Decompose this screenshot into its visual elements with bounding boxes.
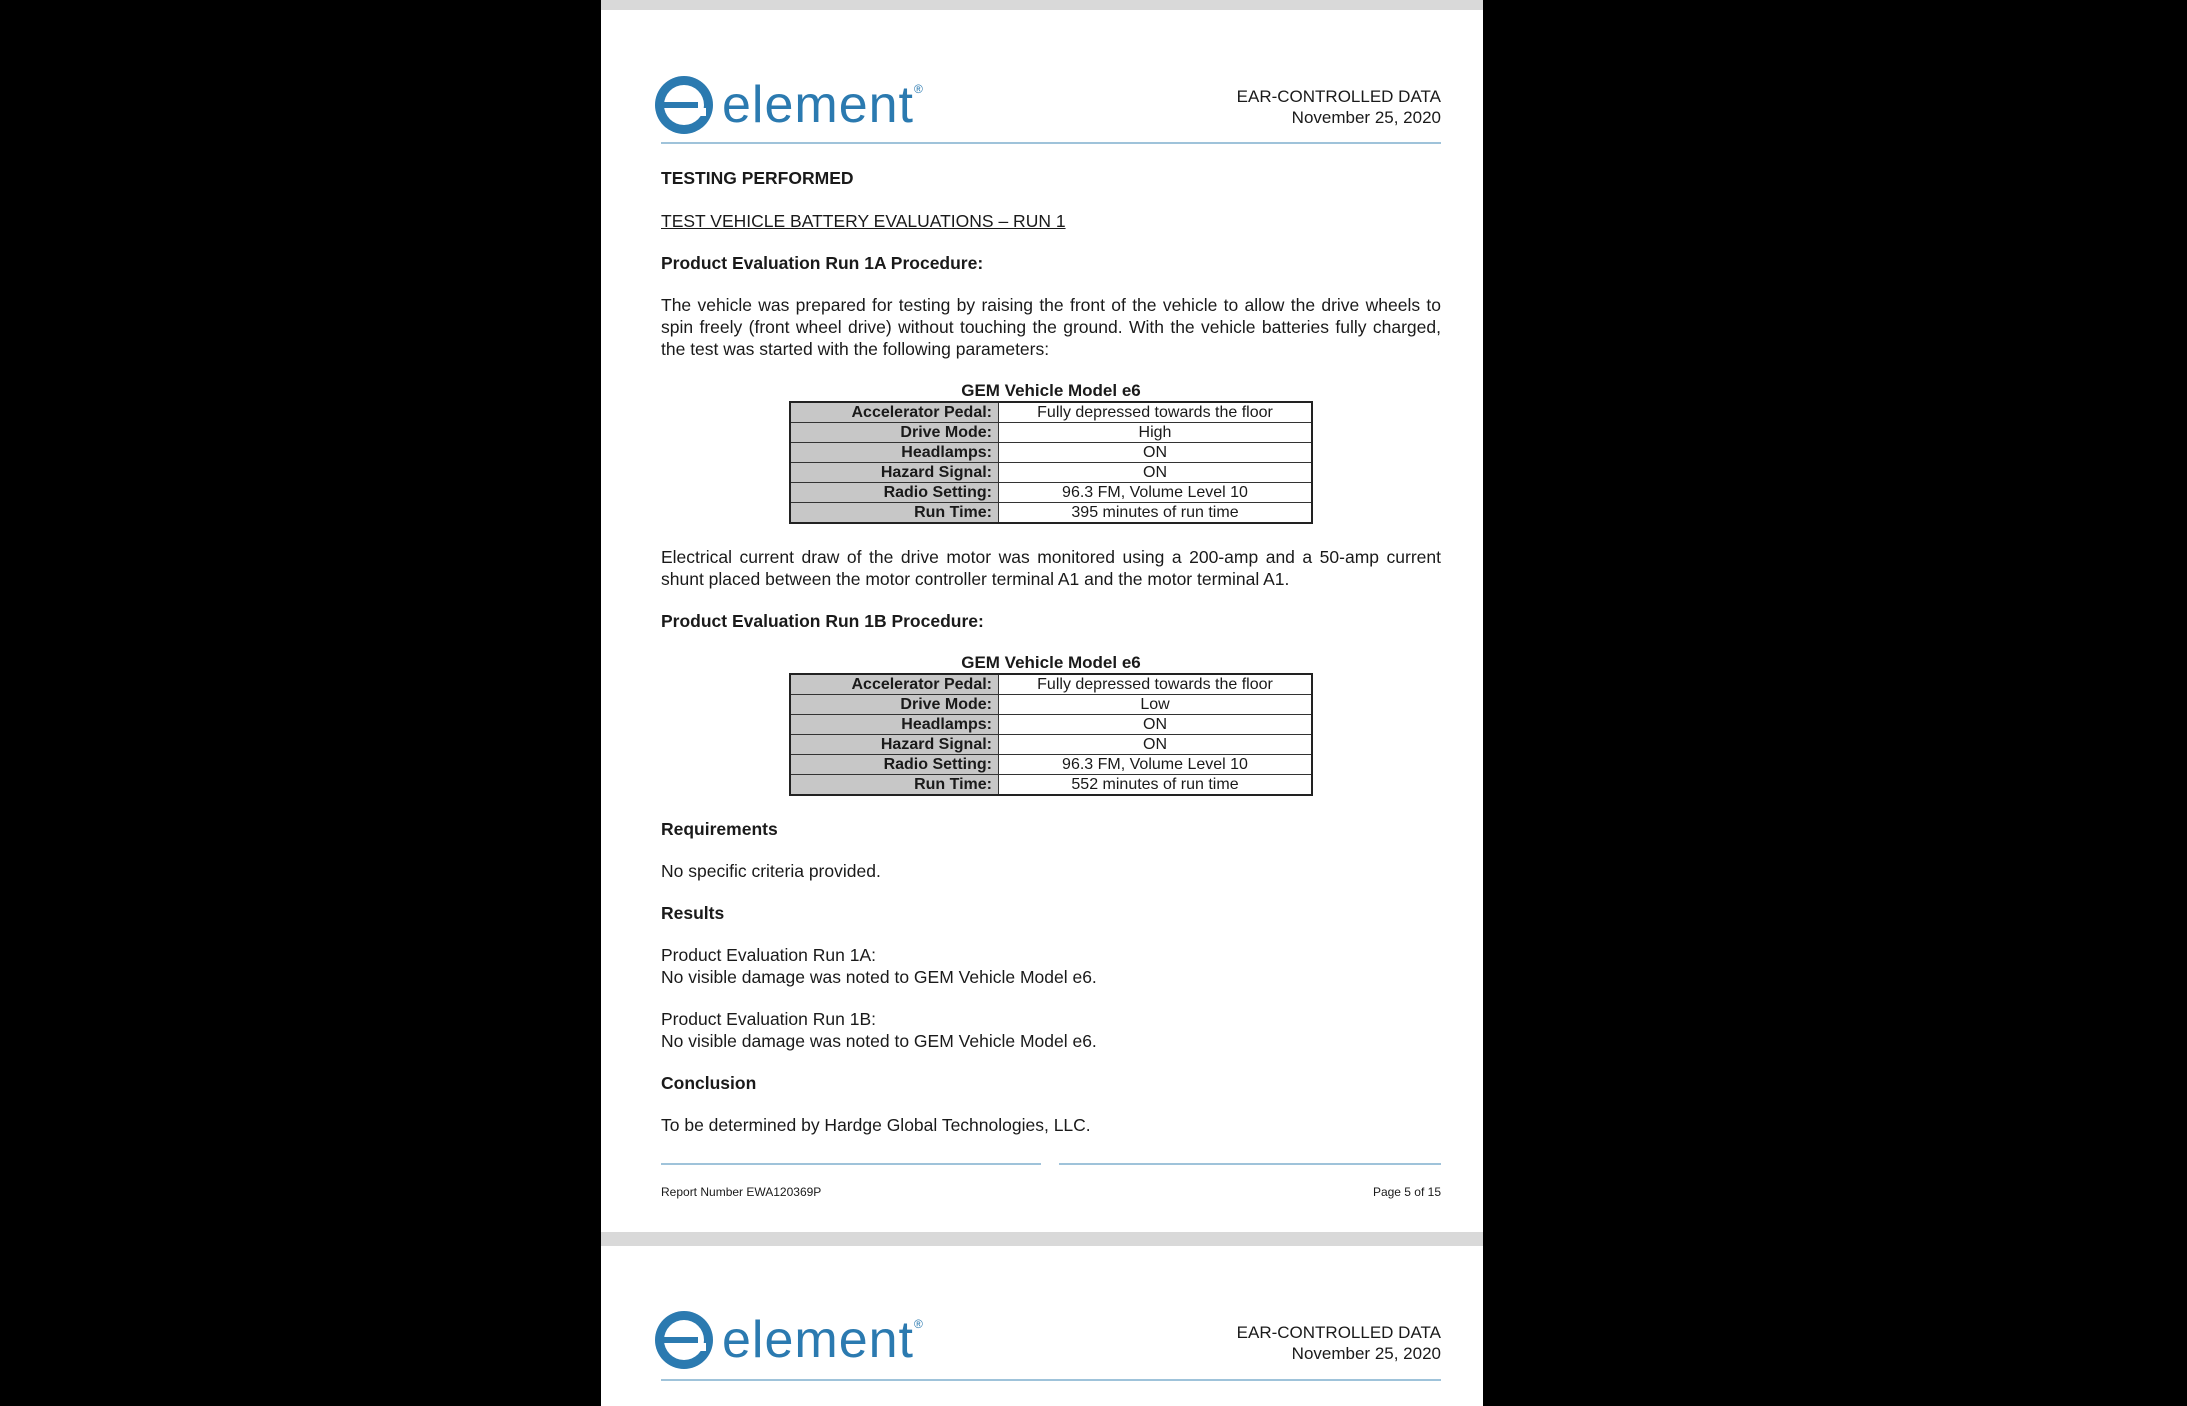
table-row bbox=[790, 443, 1312, 463]
report-date: November 25, 2020 bbox=[1291, 108, 1441, 127]
footer-divider-left bbox=[661, 1163, 1041, 1165]
param-label: Accelerator Pedal: bbox=[790, 402, 999, 423]
logo-wordmark: element® bbox=[722, 1311, 924, 1369]
param-value: 96.3 FM, Volume Level 10 bbox=[999, 755, 1313, 775]
logo-wordmark: element® bbox=[722, 76, 924, 134]
header-divider bbox=[661, 1379, 1441, 1381]
table-row bbox=[790, 463, 1312, 483]
requirements-heading: Requirements bbox=[661, 819, 778, 839]
param-label: Headlamps: bbox=[790, 715, 999, 735]
run1a-table-title: GEM Vehicle Model e6 bbox=[961, 381, 1141, 400]
run1b-heading: Product Evaluation Run 1B Procedure: bbox=[661, 611, 984, 631]
report-date: November 25, 2020 bbox=[1291, 1344, 1441, 1363]
conclusion-text: To be determined by Hardge Global Technologies, LLC. bbox=[661, 1115, 1091, 1135]
param-value: High bbox=[999, 423, 1313, 443]
footer-divider-right bbox=[1059, 1163, 1441, 1165]
param-value: Low bbox=[999, 695, 1313, 715]
param-value: ON bbox=[999, 715, 1313, 735]
param-value: 552 minutes of run time bbox=[999, 775, 1313, 796]
company-logo bbox=[654, 1310, 924, 1370]
subsection-title: TEST VEHICLE BATTERY EVALUATIONS – RUN 1 bbox=[661, 211, 1066, 231]
table-row bbox=[790, 715, 1312, 735]
element-e-icon bbox=[654, 75, 714, 135]
table-row bbox=[790, 775, 1312, 796]
table-row bbox=[790, 483, 1312, 503]
requirements-text: No specific criteria provided. bbox=[661, 861, 881, 881]
param-label: Accelerator Pedal: bbox=[790, 674, 999, 695]
classification-label: EAR-CONTROLLED DATA bbox=[1236, 87, 1441, 106]
company-logo bbox=[654, 75, 924, 135]
param-value: 395 minutes of run time bbox=[999, 503, 1313, 524]
param-label: Hazard Signal: bbox=[790, 735, 999, 755]
classification-label: EAR-CONTROLLED DATA bbox=[1236, 1323, 1441, 1342]
param-value: 96.3 FM, Volume Level 10 bbox=[999, 483, 1313, 503]
table-row bbox=[790, 755, 1312, 775]
page-number: Page 5 of 15 bbox=[1372, 1185, 1441, 1199]
param-value: Fully depressed towards the floor bbox=[999, 674, 1313, 695]
table-row bbox=[790, 402, 1312, 423]
table-row bbox=[790, 695, 1312, 715]
document-page bbox=[601, 10, 1483, 1232]
table-row bbox=[790, 674, 1312, 695]
document-viewer[interactable] bbox=[601, 0, 1483, 1393]
param-value: ON bbox=[999, 463, 1313, 483]
param-label: Headlamps: bbox=[790, 443, 999, 463]
param-label: Run Time: bbox=[790, 503, 999, 524]
current-draw-paragraph: Electrical current draw of the drive motor was monitored using a 200-amp and a 50-amp current shunt placed between the motor controller terminal A1 and the motor terminal A1. bbox=[661, 547, 1441, 589]
section-title: TESTING PERFORMED bbox=[661, 168, 854, 188]
page-body bbox=[661, 167, 1441, 1136]
run1b-table-title: GEM Vehicle Model e6 bbox=[961, 653, 1141, 672]
page-header-meta bbox=[1237, 1322, 1441, 1364]
param-value: ON bbox=[999, 443, 1313, 463]
param-value: ON bbox=[999, 735, 1313, 755]
conclusion-heading: Conclusion bbox=[661, 1073, 757, 1093]
result-1a-text: No visible damage was noted to GEM Vehicle Model e6. bbox=[661, 967, 1097, 987]
header-divider bbox=[661, 142, 1441, 144]
result-1b-text: No visible damage was noted to GEM Vehicle Model e6. bbox=[661, 1031, 1097, 1051]
run1b-parameters-table bbox=[789, 673, 1313, 796]
param-label: Radio Setting: bbox=[790, 483, 999, 503]
param-label: Radio Setting: bbox=[790, 755, 999, 775]
element-e-icon bbox=[654, 1310, 714, 1370]
param-label: Drive Mode: bbox=[790, 695, 999, 715]
results-heading: Results bbox=[661, 903, 725, 923]
table-row bbox=[790, 423, 1312, 443]
run1a-heading: Product Evaluation Run 1A Procedure: bbox=[661, 253, 984, 273]
run1a-parameters-table bbox=[789, 401, 1313, 524]
param-label: Hazard Signal: bbox=[790, 463, 999, 483]
next-document-page bbox=[601, 1246, 1483, 1406]
table-row bbox=[790, 503, 1312, 524]
param-label: Drive Mode: bbox=[790, 423, 999, 443]
param-value: Fully depressed towards the floor bbox=[999, 402, 1313, 423]
page-header-meta bbox=[1237, 86, 1441, 128]
result-1a-label: Product Evaluation Run 1A: bbox=[661, 945, 876, 965]
report-number: Report Number EWA120369P bbox=[661, 1185, 822, 1199]
param-label: Run Time: bbox=[790, 775, 999, 796]
result-1b-label: Product Evaluation Run 1B: bbox=[661, 1009, 876, 1029]
run1a-intro: The vehicle was prepared for testing by raising the front of the vehicle to allow the drive wheels to spin freely (front wheel drive) without touching the ground. With the vehicle batteries fully charged, the test was started with the following parameters: bbox=[661, 295, 1441, 359]
table-row bbox=[790, 735, 1312, 755]
